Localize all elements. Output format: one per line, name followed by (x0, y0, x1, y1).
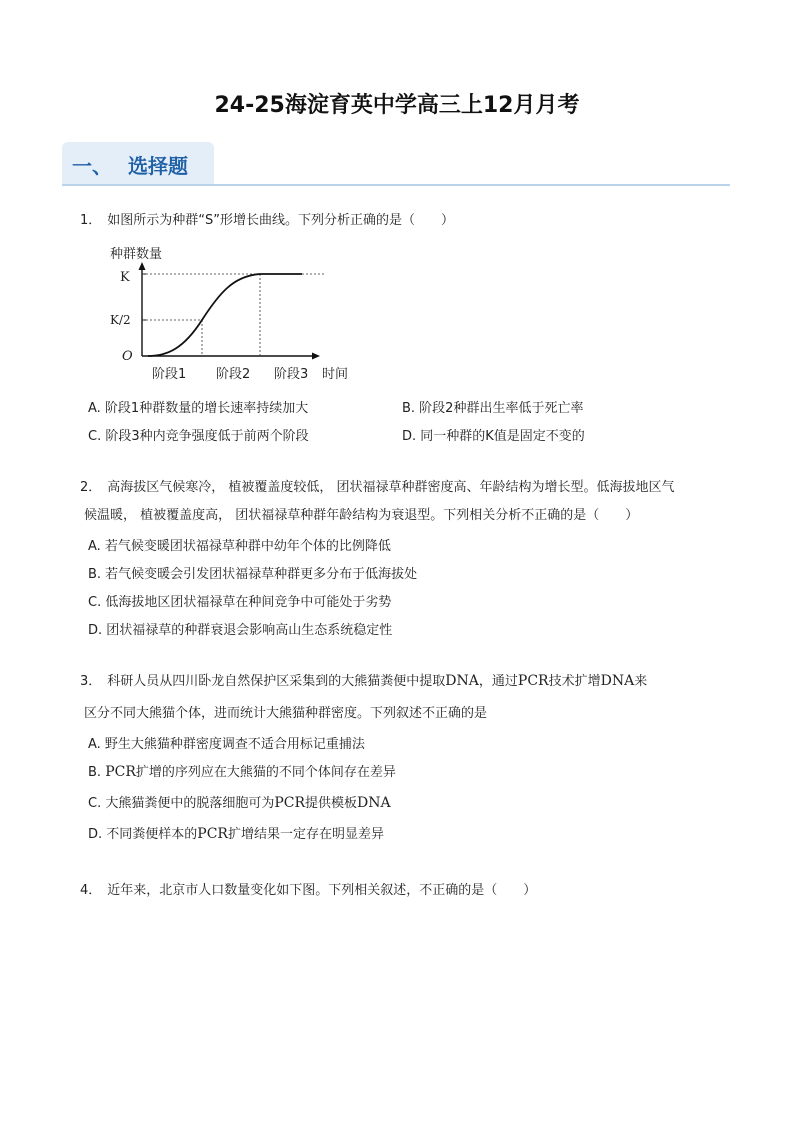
question-2-stem-line2: 候温暖， 植被覆盖度高， 团状福禄草种群年龄结构为衰退型。下列相关分析不正确的是（ ） (84, 508, 639, 523)
question-number: 1． (80, 213, 102, 228)
question-2-stem-line1 (80, 474, 730, 502)
q2-option-c[interactable]: C. 低海拔地区团状福禄草在种间竞争中可能处于劣势 (88, 595, 392, 610)
question-text: 技术扩增 (548, 674, 601, 689)
question-1-stem (80, 207, 720, 235)
stage-label-3: 阶段3 (274, 367, 309, 382)
q1-option-b[interactable]: B. 阶段2种群出生率低于死亡率 (402, 401, 584, 416)
option-text: 提供模板 (305, 796, 358, 811)
chart-origin-label: O (122, 349, 133, 364)
section-number: 一、 (72, 154, 112, 178)
section-tab (62, 142, 214, 184)
question-4-stem (80, 877, 720, 905)
y-tick-k-half: K/2 (110, 313, 131, 327)
option-text: 扩增结果一定存在明显差异 (227, 827, 384, 842)
term-pcr: PCR (274, 795, 306, 811)
s-curve-chart (102, 240, 372, 390)
section-header (62, 142, 730, 186)
term-pcr: PCR (517, 673, 549, 689)
question-text: ，通过 (478, 674, 518, 689)
stage-label-2: 阶段2 (216, 367, 251, 382)
question-text: 高海拔区气候寒冷， 植被覆盖度较低， 团状福禄草种群密度高、年龄结构为增长型。低海拔地区气 (107, 480, 675, 495)
question-text: 近年来，北京市人口数量变化如下图。下列相关叙述，不正确的是（ ） (107, 883, 537, 898)
q2-option-a[interactable]: A. 若气候变暖团状福禄草种群中幼年个体的比例降低 (88, 539, 391, 554)
q1-option-c[interactable]: C. 阶段3种内竞争强度低于前两个阶段 (88, 429, 309, 444)
y-tick-k: K (120, 270, 130, 285)
chart-ylabel: 种群数量 (110, 247, 163, 262)
question-3-stem-line2: 区分不同大熊猫个体，进而统计大熊猫种群密度。下列叙述不正确的是 (84, 706, 488, 721)
question-number: 4． (80, 883, 102, 898)
option-text: D. 不同粪便样本的 (88, 827, 198, 842)
x-axis-arrow (312, 353, 320, 360)
option-text: 扩增的序列应在大熊猫的不同个体间存在差异 (135, 765, 396, 780)
q2-option-d[interactable]: D. 团状福禄草的种群衰退会影响高山生态系统稳定性 (88, 623, 393, 638)
option-text: B. (88, 765, 106, 780)
q2-option-b[interactable]: B. 若气候变暖会引发团状福禄草种群更多分布于低海拔处 (88, 567, 418, 582)
question-text: 科研人员从四川卧龙自然保护区采集到的大熊猫粪便中提取 (107, 674, 446, 689)
q3-option-b[interactable] (88, 761, 396, 780)
term-dna: DNA (357, 795, 391, 811)
question-3-stem-line1 (80, 667, 730, 696)
s-growth-curve (148, 274, 302, 356)
term-pcr: PCR (197, 826, 228, 842)
question-number: 2． (80, 480, 102, 495)
q1-option-a[interactable]: A. 阶段1种群数量的增长速率持续加大 (88, 401, 309, 416)
question-text: 来 (634, 674, 648, 689)
stage-label-1: 阶段1 (152, 367, 187, 382)
section-divider (62, 184, 730, 186)
term-dna: DNA (445, 673, 479, 689)
section-name: 选择题 (128, 154, 188, 178)
page-title: 24-25海淀育英中学高三上12月月考 (214, 93, 580, 118)
chart-xlabel: 时间 (322, 367, 349, 382)
option-text: C. 大熊猫粪便中的脱落细胞可为 (88, 796, 275, 811)
question-number: 3． (80, 674, 102, 689)
q3-option-a[interactable]: A. 野生大熊猫种群密度调查不适合用标记重捕法 (88, 737, 365, 752)
q1-option-d[interactable]: D. 同一种群的K值是固定不变的 (402, 429, 585, 444)
q3-option-c[interactable] (88, 792, 391, 811)
question-text: 如图所示为种群“S”形增长曲线。下列分析正确的是（ ） (107, 213, 455, 228)
term-dna: DNA (600, 673, 635, 689)
term-pcr: PCR (105, 764, 136, 780)
y-axis-arrow (139, 262, 146, 270)
q3-option-d[interactable] (88, 823, 384, 842)
